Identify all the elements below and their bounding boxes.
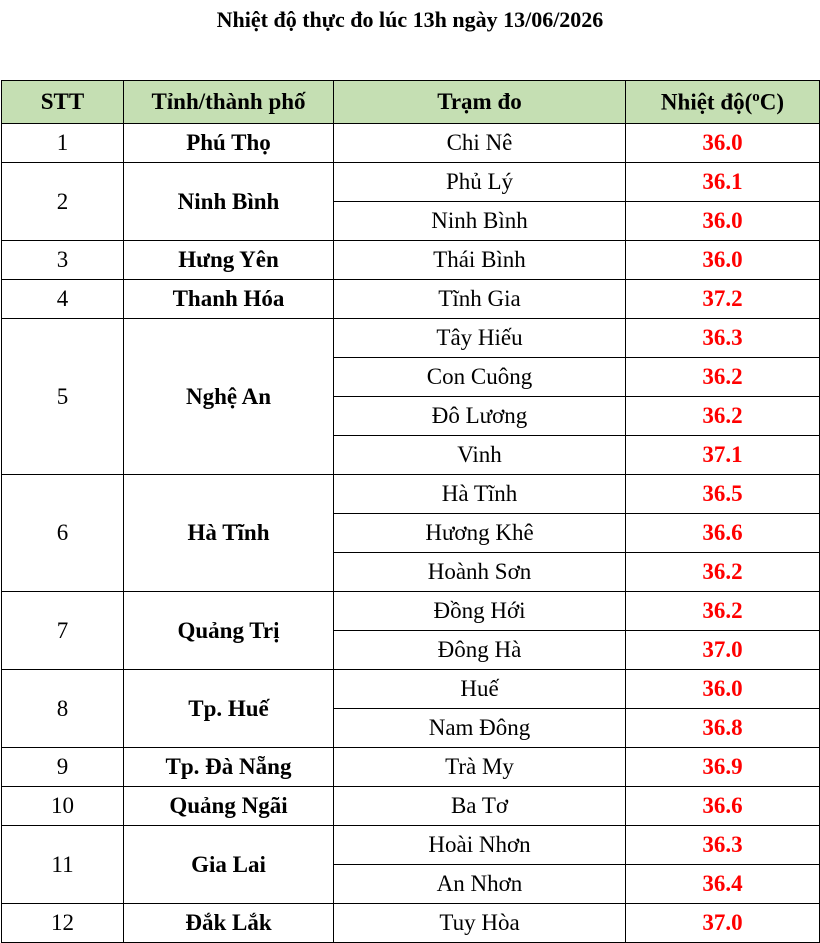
station-cell: Trà My (334, 748, 626, 787)
table-row (2, 826, 820, 865)
stt-cell: 4 (2, 280, 124, 319)
temperature-cell: 36.2 (626, 397, 820, 436)
temperature-cell: 37.0 (626, 904, 820, 943)
header-row (2, 81, 820, 124)
station-cell: Tĩnh Gia (334, 280, 626, 319)
province-cell: Thanh Hóa (124, 280, 334, 319)
header-province: Tỉnh/thành phố (124, 81, 334, 124)
station-cell: Đồng Hới (334, 592, 626, 631)
table-header (2, 81, 820, 124)
temperature-cell: 36.6 (626, 514, 820, 553)
table-row (2, 670, 820, 709)
station-cell: Tuy Hòa (334, 904, 626, 943)
province-cell: Gia Lai (124, 826, 334, 904)
province-cell: Ninh Bình (124, 163, 334, 241)
temperature-cell: 36.2 (626, 358, 820, 397)
province-cell: Hưng Yên (124, 241, 334, 280)
stt-cell: 3 (2, 241, 124, 280)
header-temperature-prefix: Nhiệt độ( (660, 89, 753, 115)
temperature-cell: 36.0 (626, 202, 820, 241)
table-row (2, 592, 820, 631)
stt-cell: 1 (2, 124, 124, 163)
province-cell: Đắk Lắk (124, 904, 334, 943)
province-cell: Nghệ An (124, 319, 334, 475)
station-cell: Đô Lương (334, 397, 626, 436)
stt-cell: 9 (2, 748, 124, 787)
province-cell: Quảng Ngãi (124, 787, 334, 826)
degree-superscript: o (752, 88, 760, 105)
station-cell: Huế (334, 670, 626, 709)
station-cell: Hà Tĩnh (334, 475, 626, 514)
station-cell: Nam Đông (334, 709, 626, 748)
temperature-cell: 37.1 (626, 436, 820, 475)
station-cell: Con Cuông (334, 358, 626, 397)
station-cell: Đông Hà (334, 631, 626, 670)
temperature-cell: 36.2 (626, 553, 820, 592)
temperature-cell: 36.8 (626, 709, 820, 748)
page-title: Nhiệt độ thực đo lúc 13h ngày 13/06/2026 (216, 7, 604, 32)
station-cell: Vinh (334, 436, 626, 475)
temperature-cell: 36.3 (626, 826, 820, 865)
temperature-cell: 37.0 (626, 631, 820, 670)
temperature-cell: 36.9 (626, 748, 820, 787)
header-stt: STT (2, 81, 124, 124)
temperature-cell: 36.1 (626, 163, 820, 202)
province-cell: Quảng Trị (124, 592, 334, 670)
station-cell: Hoành Sơn (334, 553, 626, 592)
temperature-cell: 36.0 (626, 670, 820, 709)
temperature-cell: 36.0 (626, 241, 820, 280)
header-station: Trạm đo (334, 81, 626, 124)
station-cell: Ninh Bình (334, 202, 626, 241)
stt-cell: 2 (2, 163, 124, 241)
station-cell: Hoài Nhơn (334, 826, 626, 865)
station-cell: An Nhơn (334, 865, 626, 904)
table-row (2, 280, 820, 319)
table-row (2, 904, 820, 943)
table-row (2, 163, 820, 202)
temperature-cell: 36.0 (626, 124, 820, 163)
temperature-cell: 36.3 (626, 319, 820, 358)
table-row (2, 124, 820, 163)
temperature-cell: 37.2 (626, 280, 820, 319)
table-row (2, 319, 820, 358)
station-cell: Phủ Lý (334, 163, 626, 202)
station-cell: Ba Tơ (334, 787, 626, 826)
station-cell: Hương Khê (334, 514, 626, 553)
province-cell: Tp. Đà Nẵng (124, 748, 334, 787)
stt-cell: 11 (2, 826, 124, 904)
stt-cell: 10 (2, 787, 124, 826)
header-temperature (626, 81, 820, 124)
table-row (2, 787, 820, 826)
header-temperature-suffix: C) (759, 89, 785, 115)
stt-cell: 6 (2, 475, 124, 592)
station-cell: Chi Nê (334, 124, 626, 163)
table-row (2, 748, 820, 787)
table-body (2, 124, 820, 943)
station-cell: Tây Hiếu (334, 319, 626, 358)
province-cell: Tp. Huế (124, 670, 334, 748)
temperature-cell: 36.4 (626, 865, 820, 904)
table-row (2, 241, 820, 280)
temperature-table (1, 80, 820, 943)
temperature-cell: 36.2 (626, 592, 820, 631)
table-row (2, 475, 820, 514)
station-cell: Thái Bình (334, 241, 626, 280)
temperature-cell: 36.6 (626, 787, 820, 826)
stt-cell: 5 (2, 319, 124, 475)
province-cell: Hà Tĩnh (124, 475, 334, 592)
stt-cell: 7 (2, 592, 124, 670)
stt-cell: 8 (2, 670, 124, 748)
temperature-cell: 36.5 (626, 475, 820, 514)
province-cell: Phú Thọ (124, 124, 334, 163)
stt-cell: 12 (2, 904, 124, 943)
